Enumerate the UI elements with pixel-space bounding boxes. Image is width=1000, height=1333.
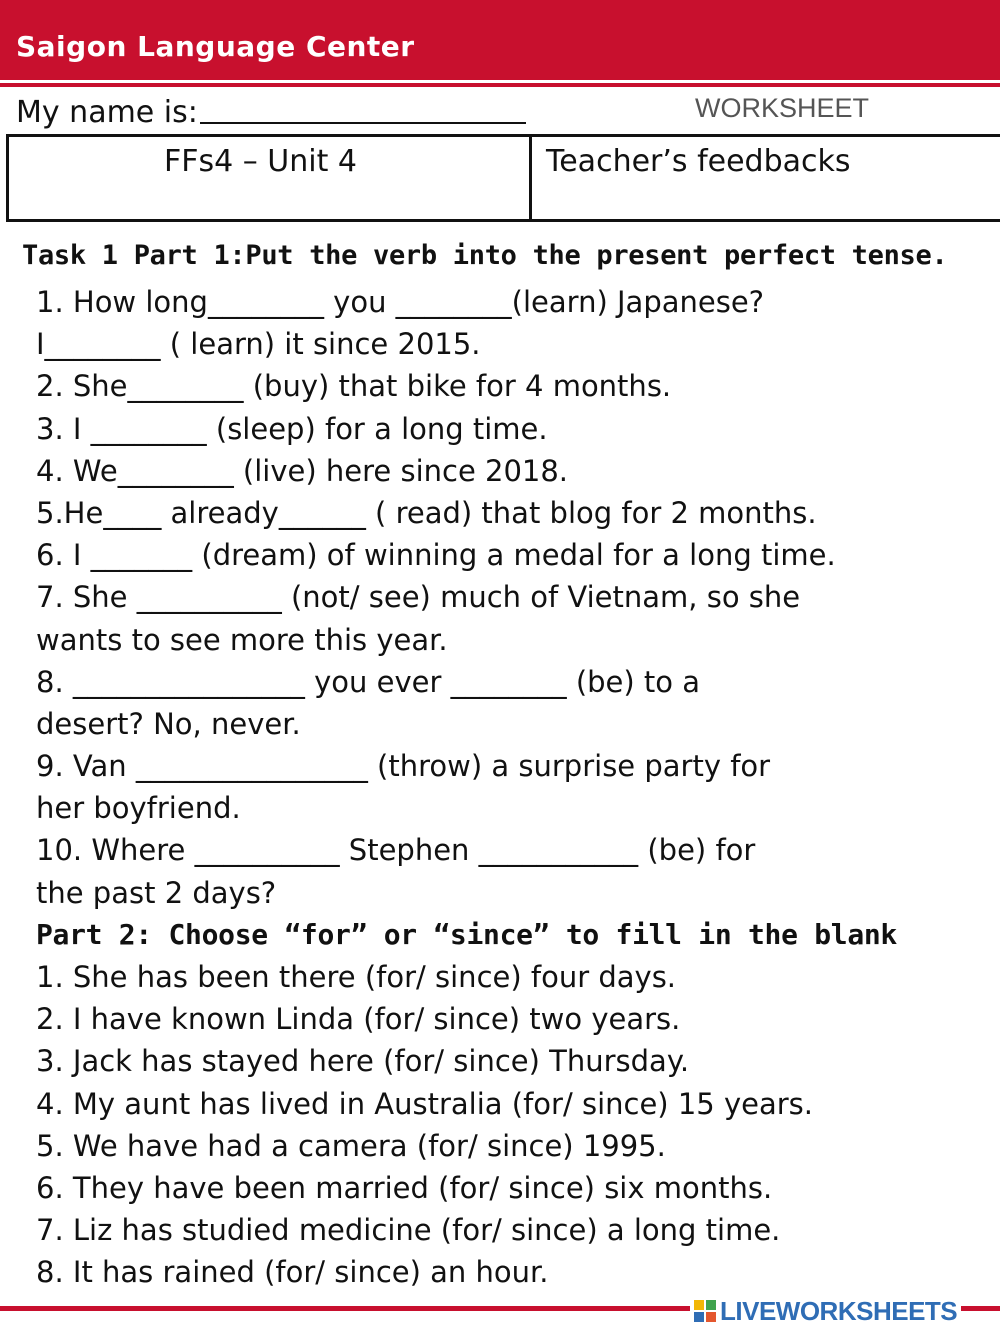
task1-title: Task 1 Part 1:Put the verb into the present perfect tense. xyxy=(22,240,948,271)
liveworksheets-logo-icon xyxy=(694,1300,716,1322)
worksheet-content xyxy=(36,281,986,1294)
info-box-divider xyxy=(529,134,532,222)
name-label: My name is: xyxy=(16,95,198,130)
exercise-line: 2. I have known Linda (for/ since) two years. xyxy=(36,1002,681,1037)
exercise-line: 8. ________________ you ever ________ (be) to a xyxy=(36,664,701,699)
exercise-line: 3. Jack has stayed here (for/ since) Thursday. xyxy=(36,1044,690,1079)
header-rule xyxy=(0,83,1000,87)
exercise-line: 6. They have been married (for/ since) six months. xyxy=(36,1170,773,1205)
liveworksheets-logo xyxy=(690,1293,961,1329)
part2-title: Part 2: Choose “for” or “since” to fill in the blank xyxy=(36,917,897,951)
exercise-line: 8. It has rained (for/ since) an hour. xyxy=(36,1255,549,1290)
exercise-line: 5. We have had a camera (for/ since) 1995. xyxy=(36,1128,666,1163)
exercise-line: 2. She________ (buy) that bike for 4 months. xyxy=(36,369,672,404)
exercise-line: 10. Where __________ Stephen ___________ (be) for xyxy=(36,833,756,868)
exercise-line: 4. We________ (live) here since 2018. xyxy=(36,453,569,488)
exercise-line: the past 2 days? xyxy=(36,875,277,910)
exercise-line: 4. My aunt has lived in Australia (for/ since) 15 years. xyxy=(36,1086,813,1121)
exercise-line: 1. How long________ you ________(learn) Japanese? xyxy=(36,285,765,319)
exercise-line: 6. I _______ (dream) of winning a medal for a long time. xyxy=(36,538,836,573)
header-band xyxy=(0,0,1000,80)
worksheet-label: WORKSHEET xyxy=(695,93,870,123)
exercise-line: her boyfriend. xyxy=(36,791,241,826)
unit-label: FFs4 – Unit 4 xyxy=(164,144,357,179)
exercise-line: I________ ( learn) it since 2015. xyxy=(36,327,481,362)
exercise-line: 9. Van ________________ (throw) a surprise party for xyxy=(36,749,771,784)
exercise-line: wants to see more this year. xyxy=(36,622,448,657)
exercise-line: 5.He____ already______ ( read) that blog for 2 months. xyxy=(36,495,817,530)
center-name: Saigon Language Center xyxy=(16,30,415,63)
liveworksheets-logo-text: LIVEWORKSHEETS xyxy=(720,1295,958,1326)
exercise-line: desert? No, never. xyxy=(36,706,301,741)
teacher-feedback-label: Teacher’s feedbacks xyxy=(546,144,851,179)
exercise-line: 3. I ________ (sleep) for a long time. xyxy=(36,411,548,446)
exercise-line: 7. She __________ (not/ see) much of Vietnam, so she xyxy=(36,580,801,615)
name-blank-line xyxy=(200,122,526,124)
exercise-line: 7. Liz has studied medicine (for/ since) a long time. xyxy=(36,1213,781,1248)
exercise-line: 1. She has been there (for/ since) four days. xyxy=(36,960,677,994)
